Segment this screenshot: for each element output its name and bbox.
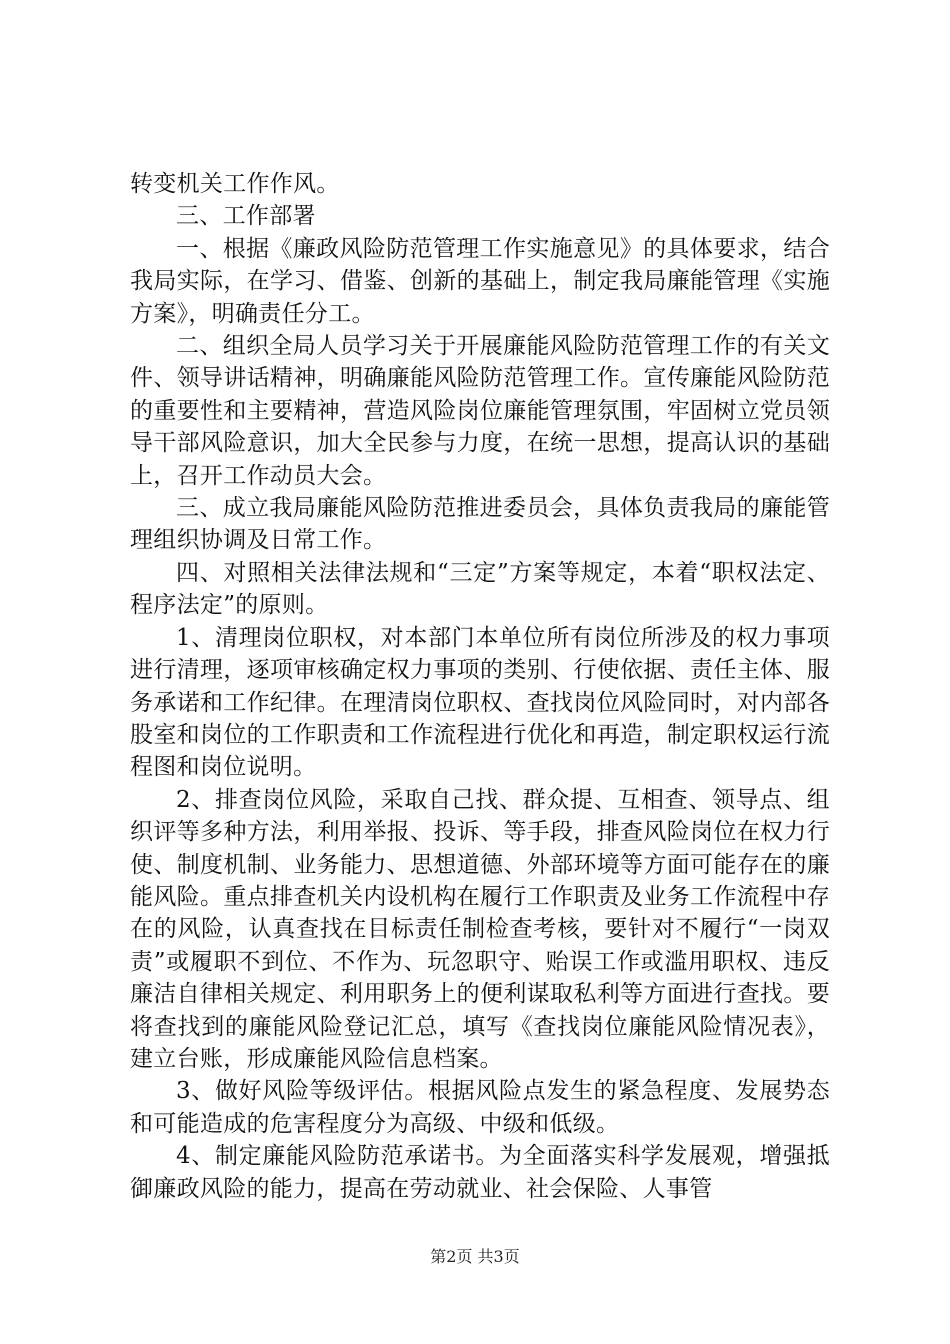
paragraph-4: 二、组织全局人员学习关于开展廉能风险防范管理工作的有关文件、领导讲话精神，明确廉能风险防范管理工作。宣传廉能风险防范的重要性和主要精神，营造风险岗位廉能管理氛围，牢固树立党员领导干部风险意识，加大全民参与力度，在统一思想，提高认识的基础上，召开工作动员大会。: [130, 333, 830, 489]
page-footer: 第2页 共3页: [430, 1247, 520, 1266]
paragraph-1: 转变机关工作作风。: [130, 171, 340, 197]
section-heading: 三、工作部署: [176, 203, 316, 230]
paragraph-8: 2、排查岗位风险，采取自己找、群众提、互相查、领导点、组织评等多种方法，利用举报、投诉、等手段，排查风险岗位在权力行使、制度机制、业务能力、思想道德、外部环境等方面可能存在的廉能风险。重点排查机关内设机构在履行工作职责及业务工作流程中存在的风险，认真查找在目标责任制检查考核，要针对不履行“一岗双责”或履职不到位、不作为、玩忽职守、贻误工作或滥用职权、违反廉洁自律相关规定、利用职务上的便利谋取私利等方面进行查找。要将查找到的廉能风险登记汇总，填写《查找岗位廉能风险情况表》，建立台账，形成廉能风险信息档案。: [130, 786, 830, 1072]
paragraph-5: 三、成立我局廉能风险防范推进委员会，具体负责我局的廉能管理组织协调及日常工作。: [130, 495, 830, 554]
paragraph-7: 1、清理岗位职权，对本部门本单位所有岗位所涉及的权力事项进行清理，逐项审核确定权力事项的类别、行使依据、责任主体、服务承诺和工作纪律。在理清岗位职权、查找岗位风险同时，对内部各股室和岗位的工作职责和工作流程进行优化和再造，制定职权运行流程图和岗位说明。: [130, 624, 830, 781]
paragraph-10: 4、制定廉能风险防范承诺书。为全面落实科学发展观，增强抵御廉政风险的能力，提高在劳动就业、社会保险、人事管: [130, 1143, 830, 1202]
paragraph-6: 四、对照相关法律法规和“三定”方案等规定，本着“职权法定、程序法定”的原则。: [130, 559, 830, 619]
paragraph-9: 3、做好风险等级评估。根据风险点发生的紧急程度、发展势态和可能造成的危害程度分为高级、中级和低级。: [130, 1078, 830, 1137]
paragraph-3: 一、根据《廉政风险防范管理工作实施意见》的具体要求，结合我局实际，在学习、借鉴、创新的基础上，制定我局廉能管理《实施方案》，明确责任分工。: [130, 235, 830, 327]
document-body: [130, 168, 830, 1205]
